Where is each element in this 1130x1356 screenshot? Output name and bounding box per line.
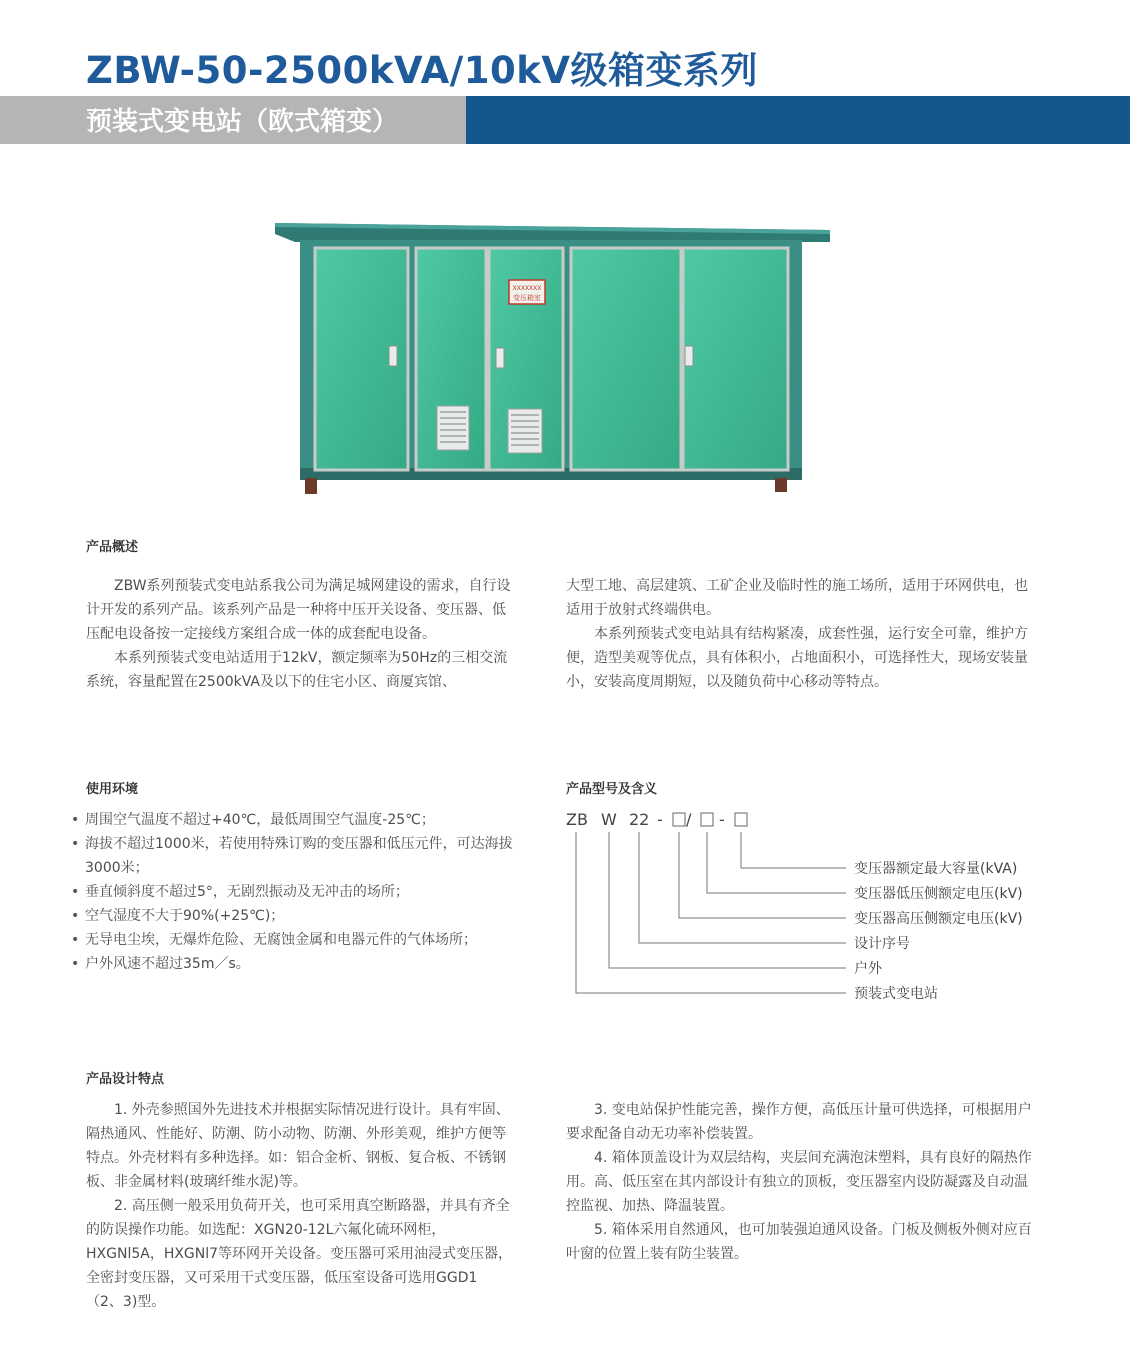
placeholder-box-1 [673, 813, 685, 826]
environment-heading: 使用环境 [86, 782, 139, 797]
list-item: • 周围空气温度不超过+40℃，最低周围空气温度-25℃； [70, 808, 530, 832]
header-band-blue [466, 96, 1130, 144]
placeholder-box-2 [701, 813, 713, 826]
model-label: 设计序号 [854, 936, 910, 952]
model-label: 变压器高压侧额定电压(kV) [854, 911, 1023, 927]
overview-right-column: 大型工地、高层建筑、工矿企业及临时性的施工场所，适用于环网供电，也适用于放射式终端供电。 本系列预装式变电站具有结构紧凑，成套性强，运行安全可靠，维护方便，造型美观等优点，具有体积小，占地面积小，可选择性大，现场安装量小，安装高度周期短，以及随负荷中心移动等特点。 [566, 578, 1028, 690]
code-dash1: - [657, 810, 663, 829]
louvre-left [437, 406, 469, 450]
model-label: 户外 [854, 961, 882, 977]
model-label: 变压器额定最大容量(kVA) [854, 861, 1018, 877]
substation-photo [275, 218, 830, 496]
code-slash: / [686, 810, 692, 829]
list-item: • 无导电尘埃，无爆炸危险、无腐蚀金属和电器元件的气体场所； [70, 928, 530, 952]
features-right-column: 3. 变电站保护性能完善，操作方便，高低压计量可供选择，可根据用户要求配备自动无功率补偿装置。 4. 箱体顶盖设计为双层结构，夹层间充满泡沫塑料，具有良好的隔热作用。高、低压室在其内部设计有独立的顶板，变压器室内设防凝露及自动温控监视、加热、降温装置。 5. 箱体采用自然通风，也可加装强迫通风设备。门板及侧板外侧对应百叶窗的位置上装有防尘装置。 [566, 1102, 1032, 1262]
code-dash2: - [719, 810, 725, 829]
model-label: 变压器低压侧额定电压(kV) [854, 886, 1023, 902]
environment-list [70, 808, 530, 976]
code-zb: ZB [566, 810, 588, 829]
page-title: ZBW-50-2500kVA/10kV级箱变系列 [86, 49, 758, 92]
louvre-right [508, 409, 542, 453]
code-w: W [601, 810, 617, 829]
list-item: • 户外风速不超过35m／s。 [70, 952, 530, 976]
svg-text:XXXXXXX: XXXXXXX [512, 285, 542, 292]
page-subtitle: 预装式变电站（欧式箱变） [86, 107, 399, 137]
warning-sign [509, 280, 545, 304]
list-item: • 空气湿度不大于90%(+25℃)； [70, 904, 530, 928]
list-item: • 海拔不超过1000米，若使用特殊订购的变压器和低压元件，可达海拔3000米； [70, 832, 530, 880]
placeholder-box-3 [735, 813, 747, 826]
list-item: • 垂直倾斜度不超过5°，无剧烈振动及无冲击的场所； [70, 880, 530, 904]
model-label: 预装式变电站 [854, 986, 938, 1002]
overview-heading: 产品概述 [86, 540, 139, 555]
model-heading: 产品型号及含义 [566, 782, 658, 797]
svg-text:变压箱室: 变压箱室 [513, 294, 541, 302]
features-left-column: 1. 外壳参照国外先进技术并根据实际情况进行设计。具有牢固、隔热通风、性能好、防潮、防小动物、防潮、外形美观，维护方便等特点。外壳材料有多种选择。如：铝合金析、钢板、复合板、不锈钢板、非金属材料(玻璃纤维水泥)等。 2. 高压侧一般采用负荷开关，也可采用真空断路器，并具有齐全的防误操作功能。如选配：XGN20-12L六氟化硫环网柜，HXGNl5A，HXGNl7等环网开关设备。变压器可采用油浸式变压器，全密封变压器，又可采用干式变压器，低压室设备可选用GGD1（2、3)型。 [86, 1102, 513, 1310]
features-heading: 产品设计特点 [86, 1072, 165, 1087]
code-number: 22 [629, 810, 650, 829]
overview-left-column: ZBW系列预装式变电站系我公司为满足城网建设的需求，自行设计开发的系列产品。该系列产品是一种将中压开关设备、变压器、低压配电设备按一定接线方案组合成一体的成套配电设备。 本系列预装式变电站适用于12kV，额定频率为50Hz的三相交流系统，容量配置在2500kVA及以下的住宅小区、商厦宾馆、 [86, 578, 511, 690]
model-code-diagram [566, 806, 1046, 1006]
